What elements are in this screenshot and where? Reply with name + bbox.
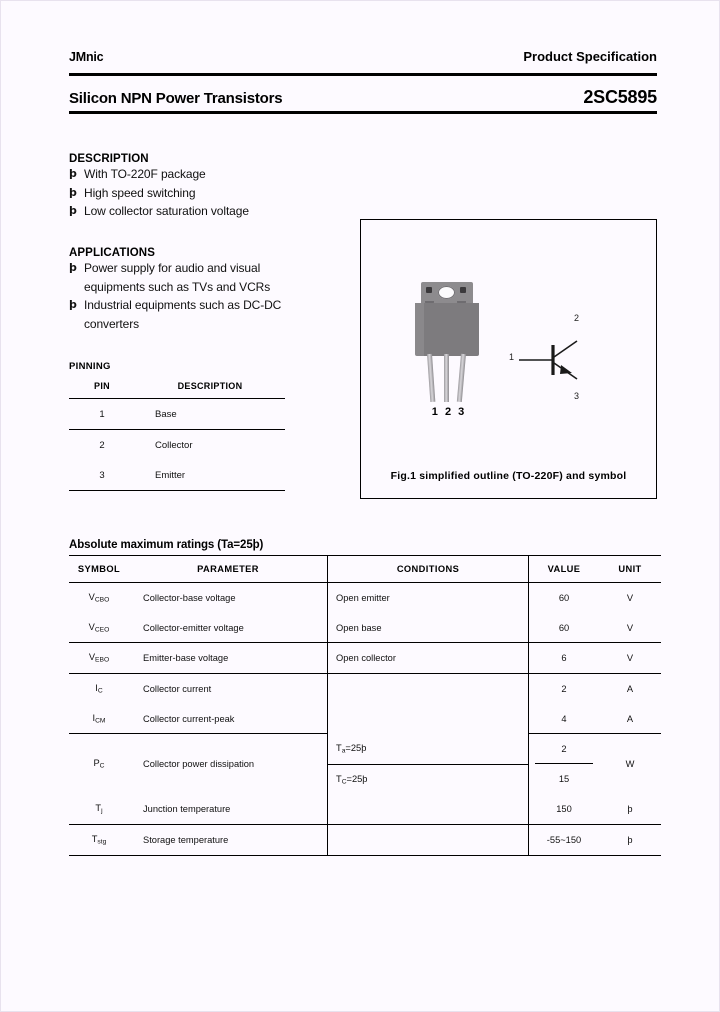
- cell-unit: W: [625, 759, 635, 770]
- page-title: Silicon NPN Power Transistors: [69, 90, 283, 107]
- cell-parameter: Collector power dissipation: [143, 759, 255, 770]
- cell-unit: V: [599, 613, 661, 643]
- cell-description: Base: [135, 399, 285, 430]
- table-row: [69, 674, 661, 704]
- part-number: 2SC5895: [583, 87, 657, 107]
- package-body: [415, 303, 479, 356]
- table-row: [69, 460, 285, 491]
- list-item-label: With TO-220F package: [84, 167, 206, 181]
- figure-panel: [360, 219, 657, 499]
- ratings-section: [69, 539, 659, 856]
- cell-pin: 3: [69, 460, 135, 491]
- cell-parameter: Collector current: [143, 683, 212, 694]
- list-item-label: Low collector saturation voltage: [84, 204, 249, 219]
- list-item-label: Power supply for audio and visual: [84, 261, 261, 275]
- symbol-label-emitter: 3: [574, 391, 580, 401]
- page-header: [69, 49, 657, 64]
- table-row: [69, 613, 661, 643]
- cell-symbol: $V_{CEO}$: [69, 613, 129, 643]
- cell-conditions-ta: $T_a=25þ$: [328, 734, 529, 764]
- header-rule-bottom: [69, 111, 657, 114]
- package-outline-image: [411, 282, 483, 418]
- bullet-icon: þ: [69, 261, 77, 274]
- cell-symbol: $V_{CBO}$: [88, 592, 110, 604]
- cell-symbol: $I_{CM}$: [69, 704, 129, 734]
- applications-section: [69, 247, 349, 333]
- cell-parameter: Collector-emitter voltage: [129, 613, 328, 643]
- table-row: [69, 794, 661, 824]
- list-item-label: Industrial equipments such as DC-DC: [84, 298, 282, 313]
- bullet-icon: þ: [69, 298, 77, 312]
- cell-conditions: Open base: [328, 613, 529, 643]
- pinning-section: [69, 361, 285, 491]
- package-tab-dot-left: [426, 287, 432, 293]
- list-item: [69, 184, 339, 203]
- cell-value: -55~150: [529, 824, 600, 855]
- table-row: [69, 734, 661, 764]
- table-header-row: [69, 556, 661, 583]
- cell-unit: A: [626, 683, 634, 694]
- column-header-conditions: CONDITIONS: [328, 556, 529, 583]
- list-item: [69, 259, 349, 296]
- list-item: [69, 202, 339, 221]
- cell-parameter: Storage temperature: [129, 824, 328, 855]
- cell-description: Emitter: [135, 460, 285, 491]
- table-row: [69, 643, 661, 674]
- cell-symbol: $I_C$: [95, 683, 103, 695]
- cell-conditions: Open emitter: [328, 583, 529, 613]
- table-row: [69, 824, 661, 855]
- cell-symbol: $T_j$: [69, 794, 129, 824]
- bullet-icon: þ: [69, 185, 77, 199]
- column-header-parameter: PARAMETER: [129, 556, 328, 583]
- cell-pin: 1: [69, 399, 135, 430]
- cell-value: 6: [529, 643, 600, 674]
- cell-symbol: $P_C$: [93, 758, 105, 771]
- column-header-description: DESCRIPTION: [135, 381, 285, 399]
- package-pin-numbers: 1 2 3: [431, 406, 467, 418]
- cell-conditions-tc: $T_C=25þ$: [328, 764, 529, 794]
- table-row: [69, 399, 285, 430]
- figure-caption: Fig.1 simplified outline (TO-220F) and symbol: [390, 470, 627, 482]
- pinning-table: [69, 381, 285, 491]
- absolute-maximum-ratings-table: [69, 555, 661, 856]
- cell-unit: A: [599, 704, 661, 734]
- cell-symbol: $T_{stg}$: [69, 824, 129, 855]
- ratings-title: Absolute maximum ratings (Ta=25þ): [69, 539, 264, 551]
- cell-value: 150: [529, 794, 600, 824]
- list-item: [69, 296, 349, 333]
- cell-unit: þ: [599, 794, 661, 824]
- cell-conditions: Open collector: [328, 643, 529, 674]
- package-tab-dot-right: [460, 287, 466, 293]
- cell-conditions: [328, 824, 529, 855]
- bullet-icon: þ: [69, 204, 77, 218]
- cell-parameter: Emitter-base voltage: [129, 643, 328, 674]
- cell-parameter: Collector-base voltage: [143, 592, 236, 603]
- document-type-label: Product Specification: [523, 49, 657, 64]
- title-bar: [69, 87, 657, 108]
- cell-parameter: Collector current-peak: [129, 704, 328, 734]
- cell-value-pc-tc: 15: [529, 764, 600, 794]
- cell-value: 2: [529, 674, 600, 704]
- package-lead-2: [444, 354, 449, 402]
- list-item-label: High speed switching: [84, 185, 196, 200]
- column-header-symbol: SYMBOL: [69, 556, 129, 583]
- cell-conditions: [328, 794, 529, 824]
- symbol-label-base: 1: [509, 352, 515, 362]
- cell-unit: V: [599, 643, 661, 674]
- bullet-icon: þ: [69, 167, 77, 180]
- pinning-heading: PINNING: [69, 361, 111, 372]
- column-header-unit: UNIT: [599, 556, 661, 583]
- header-rule-top: [69, 73, 657, 76]
- package-mounting-hole: [438, 286, 455, 299]
- description-heading: DESCRIPTION: [69, 153, 149, 165]
- table-row: [69, 430, 285, 461]
- cell-value: 60: [529, 583, 600, 613]
- column-header-pin: PIN: [69, 381, 135, 399]
- applications-list: [69, 259, 349, 333]
- cell-pin: 2: [99, 440, 105, 451]
- package-lead-1: [427, 354, 435, 402]
- cell-value-pc-ta: 2: [529, 734, 600, 764]
- symbol-label-collector: 2: [574, 313, 580, 323]
- list-item-label-cont: equipments such as TVs and VCRs: [84, 279, 271, 294]
- description-section: [69, 153, 339, 221]
- description-list: [69, 165, 339, 221]
- table-header-row: [69, 381, 285, 399]
- list-item-label-cont: converters: [84, 316, 140, 331]
- column-header-value: VALUE: [529, 556, 600, 583]
- cell-description: Collector: [155, 440, 193, 451]
- applications-heading: APPLICATIONS: [69, 247, 155, 259]
- cell-symbol: $V_{EBO}$: [69, 643, 129, 674]
- cell-value: 4: [529, 704, 600, 734]
- brand-logo: JMnic: [69, 50, 104, 64]
- transistor-symbol: [511, 315, 621, 405]
- cell-unit: V: [626, 592, 634, 603]
- cell-parameter: Junction temperature: [129, 794, 328, 824]
- table-row: [69, 583, 661, 613]
- npn-symbol-icon: [511, 315, 621, 405]
- package-lead-3: [457, 354, 466, 402]
- cell-conditions: [328, 674, 529, 734]
- list-item: [69, 165, 339, 184]
- cell-value: 60: [529, 613, 600, 643]
- cell-unit: þ: [599, 824, 661, 855]
